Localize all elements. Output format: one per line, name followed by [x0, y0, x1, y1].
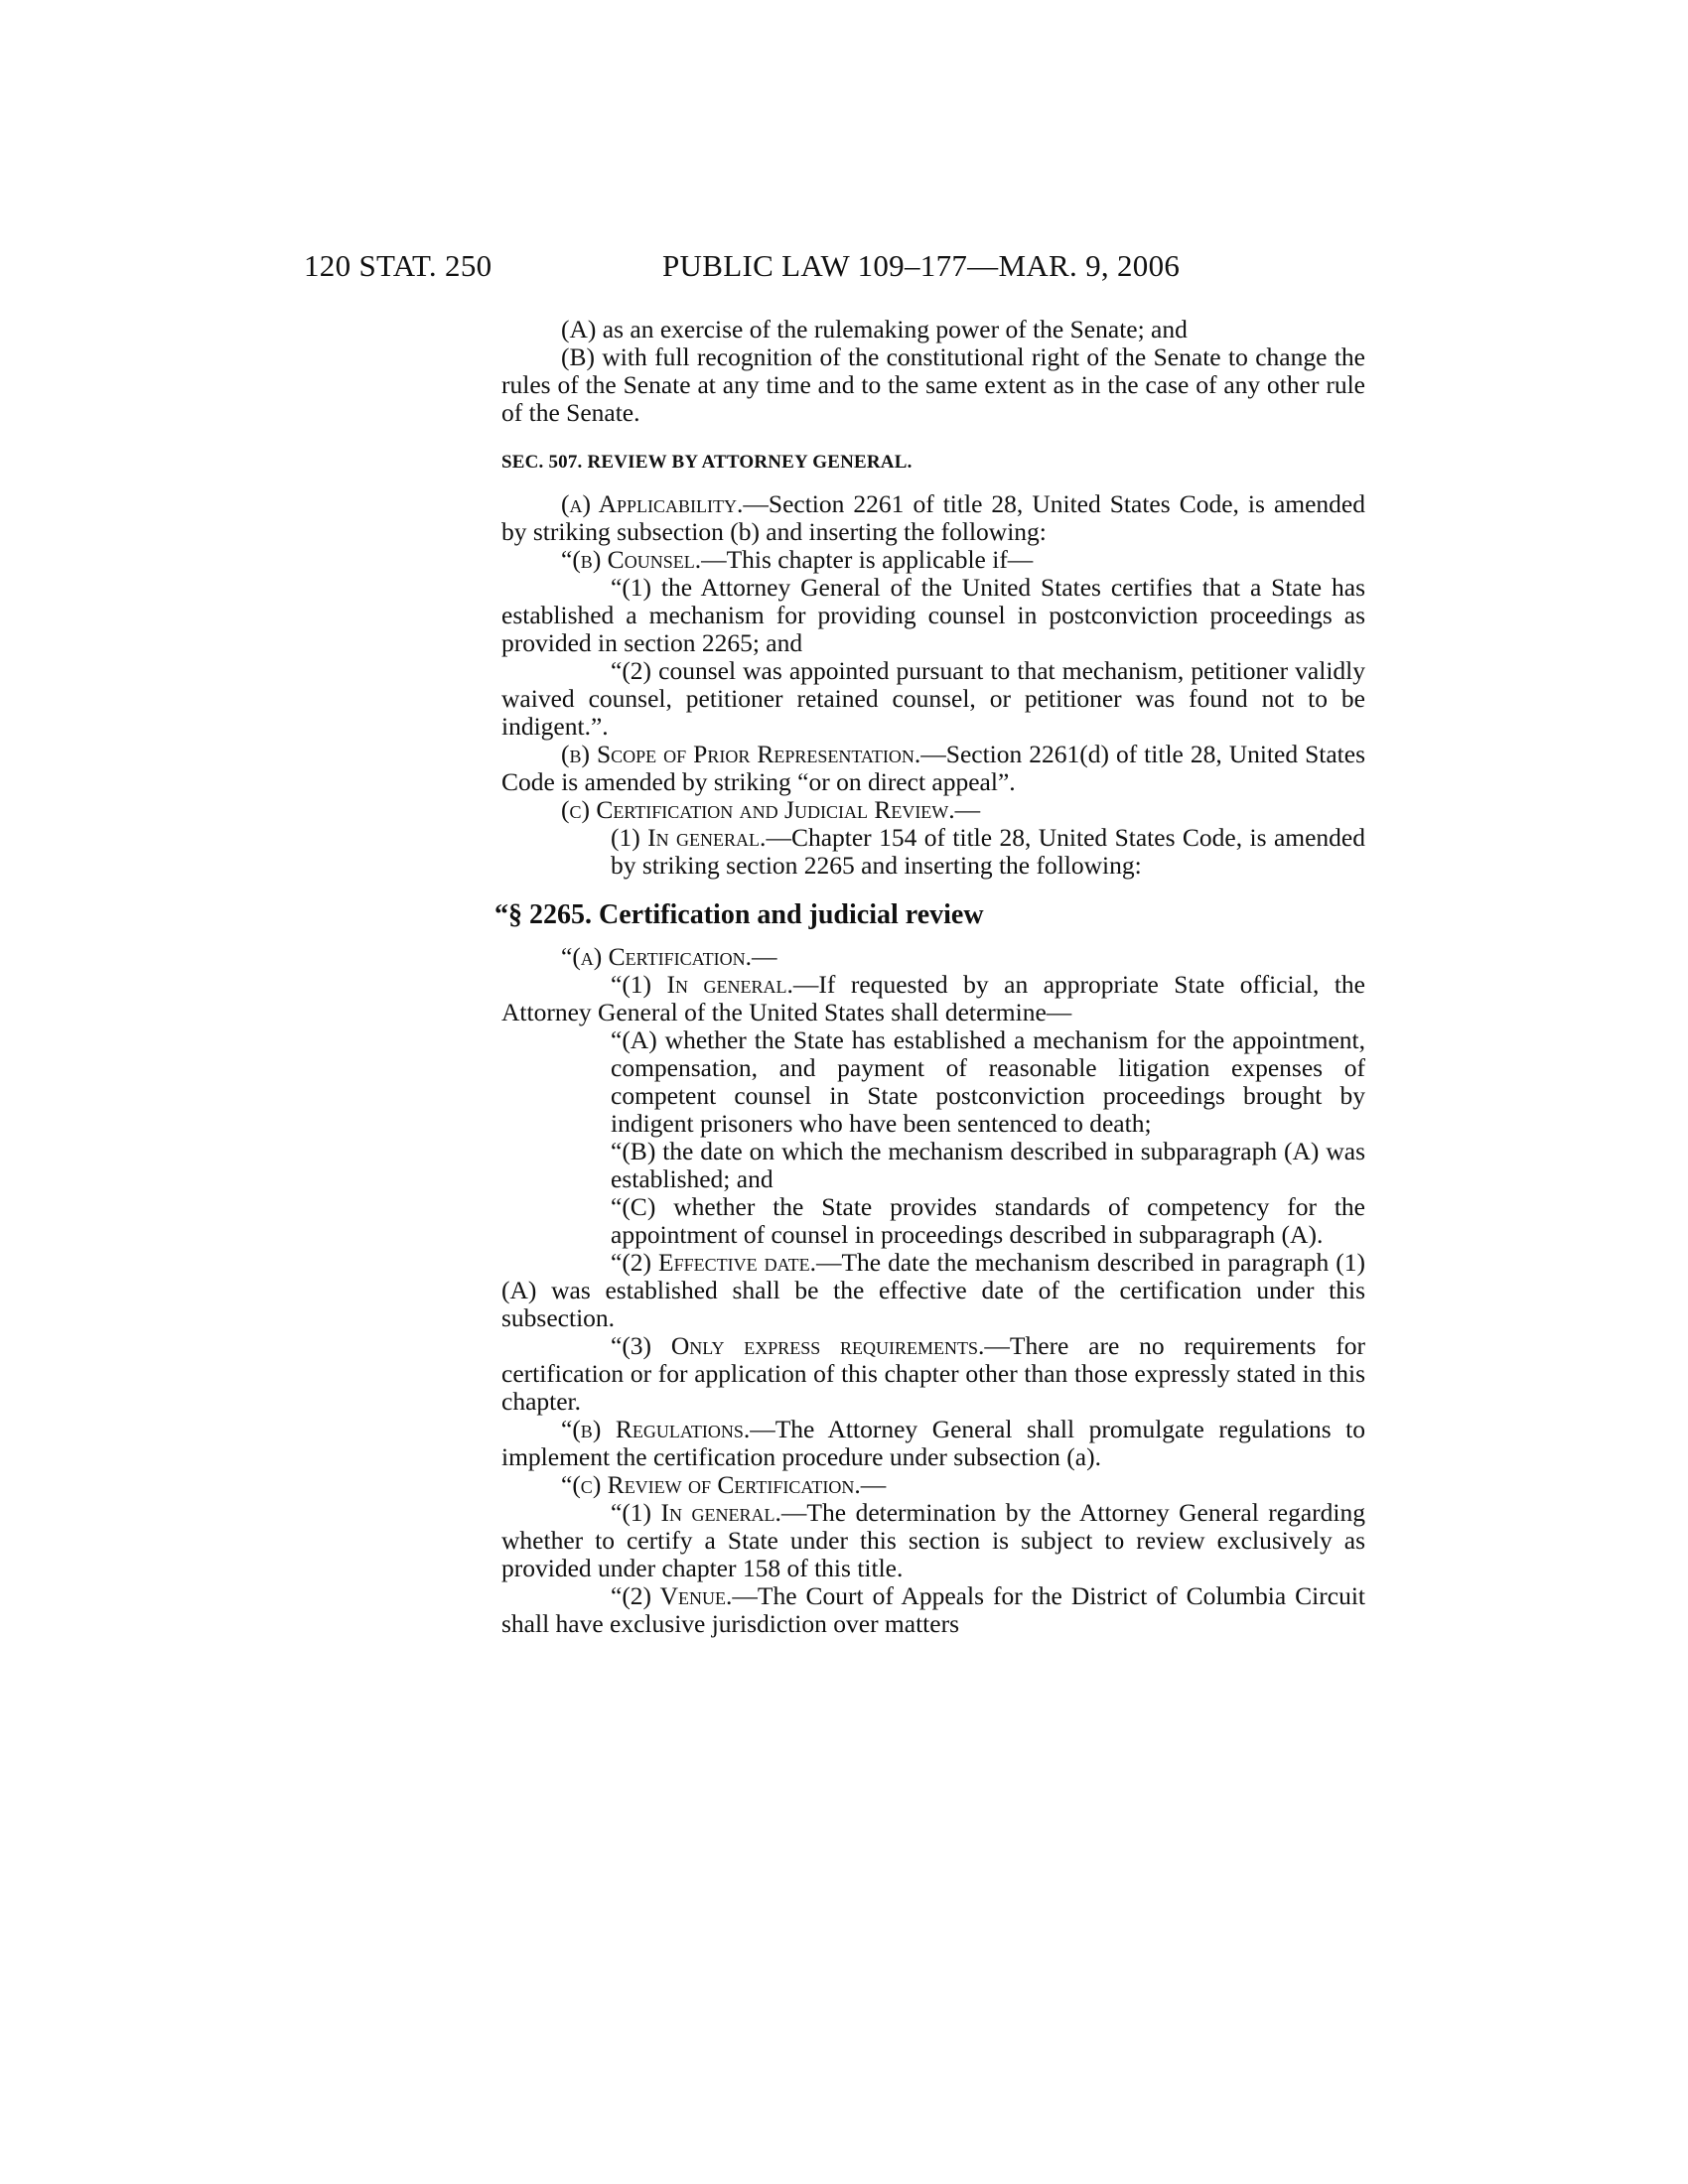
- paragraph-a1-in-general: [501, 971, 1365, 1026]
- paragraph-text: —If requested by an appropriate State official, the Attorney General of the United States shall determine—: [501, 970, 1365, 1026]
- subsection-label: “(b) Regulations.: [561, 1415, 751, 1443]
- subparagraph-b: “(B) the date on which the mechanism described in subparagraph (A) was established; and: [611, 1137, 1365, 1193]
- paragraph-text: —Chapter 154 of title 28, United States Code, is amended by striking section 2265 and inserting the following:: [611, 823, 1366, 880]
- running-header: PUBLIC LAW 109–177—MAR. 9, 2006: [662, 248, 1181, 283]
- paragraph-a3-only-express-requirements: [501, 1332, 1365, 1416]
- paragraph-text: —The determination by the Attorney General regarding whether to certify a State under this section is subject to review exclusively as provided under chapter 158 of this title.: [501, 1498, 1366, 1582]
- subsection-text: —: [954, 795, 981, 824]
- subsection-text: —: [860, 1470, 887, 1499]
- subsection-c-review-of-certification: [501, 1471, 1365, 1499]
- paragraph-c2-venue: [501, 1582, 1365, 1638]
- paragraph-label: “(2) Effective date.: [611, 1248, 816, 1277]
- paragraph-text: —The date the mechanism described in paragraph (1)(A) was established shall be the effective date of the certification under this subsection.: [501, 1248, 1365, 1332]
- paragraph-b-constitutional-right: (B) with full recognition of the constitutional right of the Senate to change the rules of the Senate at any time and to the same extent as in the case of any other rule of the Senate.: [501, 342, 1365, 427]
- paragraph-label: “(3) Only express requirements.: [611, 1331, 985, 1360]
- subsection-b-regulations: [501, 1416, 1365, 1471]
- subsection-label: (a) Applicability.: [561, 489, 744, 518]
- subsection-label: “(b) Counsel.: [561, 545, 702, 574]
- subsection-text: —Section 2261 of title 28, United States Code, is amended by striking subsection (b) and inserting the following:: [501, 489, 1365, 546]
- paragraph-label: “(1) In general.: [611, 1498, 781, 1527]
- stat-page-reference: 120 STAT. 250: [304, 248, 492, 283]
- subparagraph-text: “(A) whether the State has established a mechanism for the appointment, compensation, and payment of reasonable litigation expenses of competent counsel in State postconviction proceedings brought by indigent prisoners who have been sentenced to death;: [611, 1025, 1365, 1138]
- subsection-c-certification-review: [501, 796, 1365, 824]
- subsection-label: (b) Scope of Prior Representation.: [561, 740, 921, 768]
- paragraph-text: —The Court of Appeals for the District of Columbia Circuit shall have exclusive jurisdiction over matters: [501, 1581, 1365, 1638]
- paragraph-a-rulemaking: (A) as an exercise of the rulemaking power of the Senate; and: [561, 315, 1188, 343]
- document-body: [494, 315, 1366, 1638]
- paragraph-label: “(2) Venue.: [611, 1581, 733, 1610]
- subsection-b-scope: [501, 741, 1365, 796]
- section-2265-title: “§ 2265. Certification and judicial review: [494, 899, 984, 930]
- paragraph-label: “(1) In general.: [611, 970, 793, 999]
- paragraph-b1: “(1) the Attorney General of the United States certifies that a State has established a mechanism for providing counsel in postconviction proceedings as provided in section 2265; and: [501, 573, 1365, 657]
- subsection-text: —The Attorney General shall promulgate regulations to implement the certification procedure under subsection (a).: [501, 1415, 1366, 1471]
- subsection-label: (c) Certification and Judicial Review.: [561, 795, 955, 824]
- paragraph-b2: “(2) counsel was appointed pursuant to that mechanism, petitioner validly waived counsel, petitioner retained counsel, or petitioner was found not to be indigent.”.: [501, 656, 1365, 741]
- paragraph-c1-in-general-review: [501, 1499, 1365, 1582]
- paragraph-text: —There are no requirements for certification or for application of this chapter other than those expressly stated in this chapter.: [501, 1331, 1365, 1416]
- subsection-text: —: [751, 942, 777, 971]
- paragraph-label: (1) In general.: [611, 823, 767, 852]
- subsection-text: —Section 2261(d) of title 28, United States Code is amended by striking “or on direct appeal”.: [501, 740, 1365, 796]
- paragraph-c1-in-general: [501, 824, 1365, 880]
- subparagraph-a: [501, 1026, 1365, 1138]
- subparagraph-c: “(C) whether the State provides standards of competency for the appointment of counsel in proceedings described in subparagraph (A).: [611, 1192, 1365, 1249]
- subsection-b-counsel: [501, 546, 1365, 574]
- subsection-a-certification: [501, 943, 1365, 971]
- subsection-text: —This chapter is applicable if—: [701, 545, 1034, 574]
- paragraph-a2-effective-date: [501, 1249, 1365, 1332]
- subsection-label: “(c) Review of Certification.: [561, 1470, 861, 1499]
- subsection-a-applicability: [501, 490, 1365, 546]
- section-heading: SEC. 507. REVIEW BY ATTORNEY GENERAL.: [501, 452, 913, 473]
- subsection-label: “(a) Certification.: [561, 942, 752, 971]
